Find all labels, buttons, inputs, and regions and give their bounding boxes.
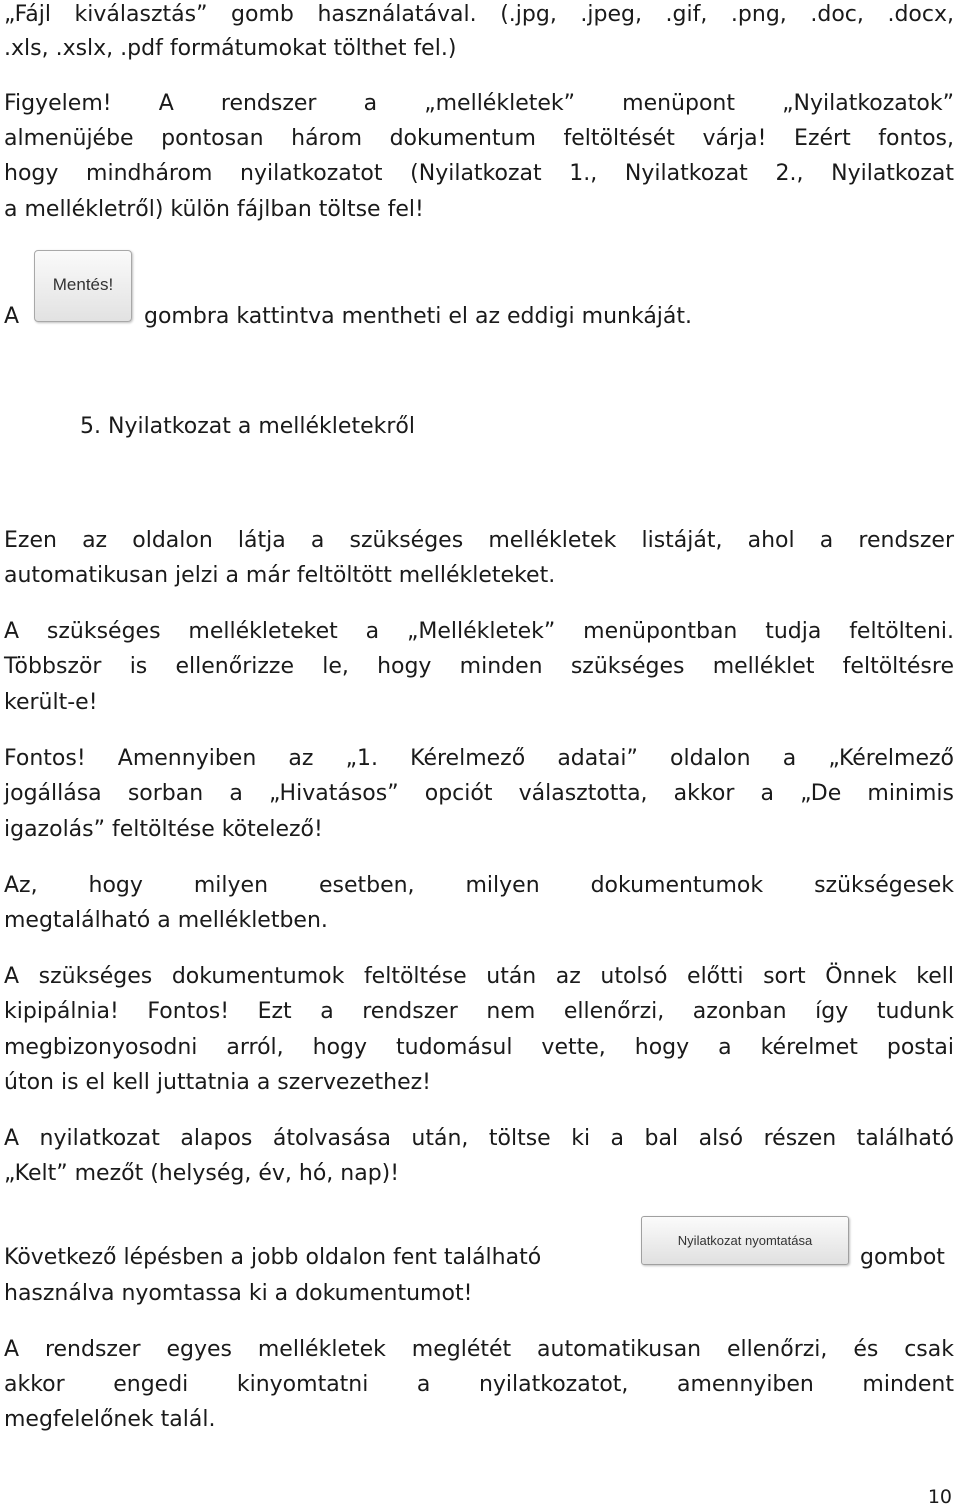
paragraph-line: megbizonyosodni arról, hogy tudomásul vette, hogy a kérelmet postai — [4, 1035, 954, 1060]
paragraph-line: úton is el kell juttatnia a szervezethez! — [4, 1070, 432, 1095]
paragraph-line: A szükséges mellékleteket a „Mellékletek” menüpontban tudja feltölteni. — [4, 619, 954, 644]
paragraph-line: Ezen az oldalon látja a szükséges mellékletek listáját, ahol a rendszer — [4, 528, 954, 553]
paragraph-line: Többször is ellenőrizze le, hogy minden szükséges melléklet feltöltésre — [4, 654, 954, 679]
paragraph-line: került-e! — [4, 690, 98, 715]
paragraph-line: A nyilatkozat alapos átolvasása után, töltse ki a bal alsó részen található — [4, 1126, 954, 1151]
paragraph-line: gombot — [860, 1245, 945, 1270]
paragraph-line: .xls, .xslx, .pdf formátumokat tölthet fel.) — [4, 36, 457, 61]
paragraph-line: kipipálnia! Fontos! Ezt a rendszer nem ellenőrzi, azonban így tudunk — [4, 999, 954, 1024]
page-number: 10 — [927, 1486, 952, 1508]
paragraph-line: megfelelőnek talál. — [4, 1407, 216, 1432]
paragraph-line: Következő lépésben a jobb oldalon fent található — [4, 1245, 542, 1270]
paragraph-line: igazolás” feltöltése kötelező! — [4, 817, 323, 842]
paragraph-line: „Fájl kiválasztás” gomb használatával. (.jpg, .jpeg, .gif, .png, .doc, .docx, — [4, 2, 954, 27]
paragraph-line: A rendszer egyes mellékletek meglétét automatikusan ellenőrzi, és csak — [4, 1337, 954, 1362]
paragraph-line: a mellékletről) külön fájlban töltse fel! — [4, 197, 424, 222]
paragraph-line: Figyelem! A rendszer a „mellékletek” menüpont „Nyilatkozatok” — [4, 91, 954, 116]
paragraph-line: gombra kattintva mentheti el az eddigi munkáját. — [144, 304, 693, 329]
paragraph-line: használva nyomtassa ki a dokumentumot! — [4, 1281, 473, 1306]
paragraph-line: automatikusan jelzi a már feltöltött mellékleteket. — [4, 563, 556, 588]
section-heading: 5. Nyilatkozat a mellékletekről — [80, 414, 415, 439]
paragraph-line: hogy mindhárom nyilatkozatot (Nyilatkozat 1., Nyilatkozat 2., Nyilatkozat — [4, 161, 954, 186]
save-button[interactable]: Mentés! — [34, 250, 132, 322]
paragraph-line: Fontos! Amennyiben az „1. Kérelmező adatai” oldalon a „Kérelmező — [4, 746, 954, 771]
paragraph-line: A szükséges dokumentumok feltöltése után az utolsó előtti sort Önnek kell — [4, 964, 954, 989]
paragraph-line: almenüjébe pontosan három dokumentum feltöltését várja! Ezért fontos, — [4, 126, 954, 151]
paragraph-line: akkor engedi kinyomtatni a nyilatkozatot, amennyiben mindent — [4, 1372, 954, 1397]
paragraph-line: A — [4, 304, 20, 329]
paragraph-line: megtalálható a mellékletben. — [4, 908, 328, 933]
paragraph-line: jogállása sorban a „Hivatásos” opciót választotta, akkor a „De minimis — [4, 781, 954, 806]
paragraph-line: Az, hogy milyen esetben, milyen dokumentumok szükségesek — [4, 873, 954, 898]
paragraph-line: „Kelt” mezőt (helység, év, hó, nap)! — [4, 1161, 400, 1186]
print-declaration-button[interactable]: Nyilatkozat nyomtatása — [641, 1216, 849, 1265]
